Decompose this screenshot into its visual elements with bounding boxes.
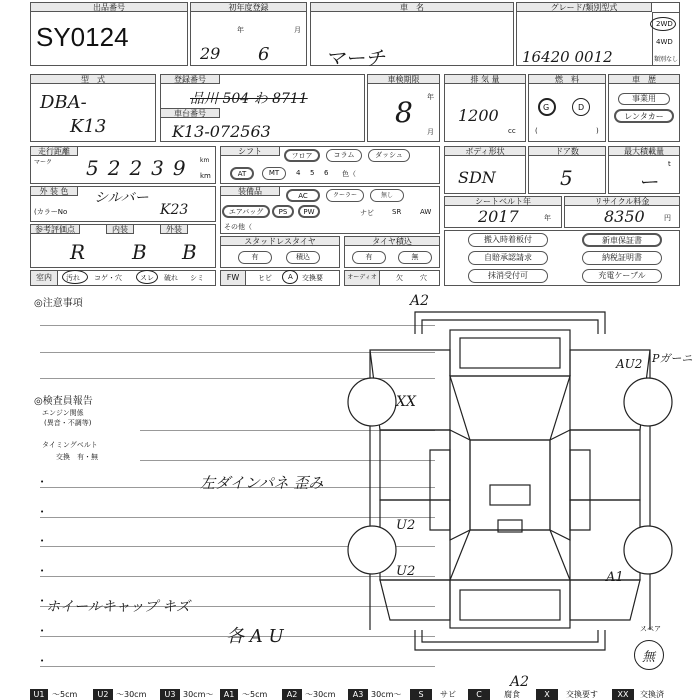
equipment-label: 装備品 [220, 186, 280, 196]
legend-value: 30cm～ [371, 690, 402, 699]
fw-crack: ヒビ [258, 274, 272, 282]
shift-mt: MT [262, 167, 286, 180]
body-type-value: SDN [458, 168, 496, 187]
model-line1: DBA- [40, 92, 87, 113]
room-scuff-circle [136, 270, 158, 284]
studless-yes: 有 [238, 251, 272, 264]
bullet: • [40, 537, 45, 545]
notes-title: ◎注意事項 [34, 298, 83, 309]
seatbelt-value: 2017 [478, 207, 519, 226]
legend-key: A3 [348, 689, 368, 700]
equip-pw: PW [298, 205, 320, 218]
grade-interior: B [132, 240, 147, 264]
reg-year-unit: 年 [237, 26, 244, 34]
legend-value: 腐食 [504, 690, 520, 699]
fuel-paren-left: ( [535, 127, 538, 135]
body-type-label: ボディ形状 [444, 146, 526, 156]
grades-label: 参考評価点 [30, 224, 80, 234]
grade-exterior-label: 外装 [160, 224, 188, 234]
legend-value: 交換済 [640, 690, 664, 699]
stock-id: SY0124 [36, 22, 129, 52]
equip-none: 無し [370, 189, 404, 202]
bullet: • [40, 478, 45, 486]
drive-2wd: 2WD [656, 20, 673, 28]
capacity-label: 最大積載量 [608, 146, 680, 156]
audio-missing: 欠 [396, 274, 403, 282]
mileage-mark: マーク [34, 159, 53, 166]
studless-load: 積込 [286, 251, 320, 264]
doc-5: 納税証明書 [582, 251, 662, 265]
legend-value: ～5cm [242, 690, 268, 699]
reg-label: 初年度登録 [190, 2, 307, 12]
color-code-label: (カラーNo [34, 208, 68, 216]
fw-label: FW [220, 270, 246, 286]
shift-column: コラム [326, 149, 362, 162]
legend-key: A1 [220, 689, 238, 700]
model-label: 型 式 [30, 74, 156, 84]
room-scuff: スレ [140, 274, 154, 282]
room-dirt: 汚れ [66, 274, 80, 282]
diag-u2-mid: U2 [396, 518, 416, 533]
spare-label: スペア [640, 625, 661, 633]
grade-overall: R [70, 240, 86, 264]
regno-value: 品川 504 わ 8711 [190, 91, 308, 107]
usage-business: 事業用 [618, 93, 670, 105]
studless-label: スタッドレスタイヤ [220, 236, 340, 246]
mileage-unit: km [200, 172, 211, 180]
engine-unit: cc [508, 127, 516, 135]
remark-2: ホイールキャップ キズ [46, 599, 190, 615]
shift-gear-5: 5 [310, 169, 315, 177]
fw-a: A [288, 273, 293, 281]
lot-label: 出品番号 [30, 2, 188, 12]
car-diagram [340, 290, 680, 686]
reg-month-unit: 月 [294, 26, 301, 34]
drive-4wd: 4WD [656, 38, 673, 46]
grade-label: グレード/類別型式 [516, 2, 652, 12]
remark-1: 左ダインパネ 歪み [200, 474, 324, 492]
color-value: シルバー [94, 190, 149, 206]
drive-2wd-circle [650, 17, 676, 31]
legend-value: ～5cm [52, 690, 78, 699]
inspection-label: 車検期限 [367, 74, 440, 84]
equip-airbag: エアバッグ [222, 205, 270, 218]
fuel-g-circle [538, 98, 556, 116]
grade-exterior: B [182, 240, 197, 264]
doors-label: ドア数 [528, 146, 606, 156]
bullet: • [40, 657, 45, 665]
legend-key: S [410, 689, 432, 700]
diag-pgarnish: Pガーニ [652, 352, 693, 365]
tire-load-no: 無 [398, 251, 432, 264]
tire-load-yes: 有 [352, 251, 386, 264]
remark-3: 各 A U [226, 626, 284, 647]
legend-key: A2 [282, 689, 302, 700]
doc-2: 自賠承認請求 [468, 251, 548, 265]
legend-key: U2 [93, 689, 113, 700]
legend-key: X [536, 689, 558, 700]
recycle-value: 8350 [604, 207, 645, 226]
inspection-year-unit: 年 [427, 93, 434, 101]
engine-label: 排 気 量 [444, 74, 526, 84]
legend-key: C [468, 689, 490, 700]
reg-month: 6 [258, 44, 270, 65]
bullet: • [40, 508, 45, 516]
recycle-unit: 円 [664, 214, 671, 222]
legend-value: 交換要す [566, 690, 598, 699]
usage-rental: レンタカー [614, 109, 674, 123]
mileage-note: km [200, 157, 210, 164]
reg-year: 29 [200, 44, 221, 63]
legend-key: XX [612, 689, 634, 700]
diag-a2-bottom: A2 [510, 674, 530, 690]
fuel-d: D [578, 103, 585, 112]
shift-dash: ダッシュ [368, 149, 410, 162]
diag-a1: A1 [606, 570, 624, 585]
diag-xx: XX [396, 394, 416, 410]
shift-floor: フロア [284, 149, 320, 162]
inspection-value: 8 [395, 96, 413, 129]
shift-color: 色（ [342, 170, 356, 178]
model-line2: K13 [70, 116, 107, 137]
equip-ps: PS [272, 205, 294, 218]
engine-value: 1200 [458, 106, 499, 125]
shift-gear-4: 4 [296, 169, 301, 177]
grade-interior-label: 内装 [106, 224, 134, 234]
legend-value: ～30cm [116, 690, 147, 699]
fuel-label: 燃 料 [528, 74, 606, 84]
audio-hole: 穴 [420, 274, 427, 282]
inspection-month-unit: 月 [427, 128, 434, 136]
doc-4: 新車保証書 [582, 233, 662, 247]
room-tear: 破れ [164, 274, 178, 282]
shift-label: シフト [220, 146, 280, 156]
inspector-engine-label: エンジン関係 [42, 409, 84, 417]
equip-navi: ナビ [360, 209, 374, 217]
diag-au2: AU2 [616, 357, 643, 371]
fw-a-circle [282, 270, 298, 284]
equip-other: その他（ [224, 223, 252, 231]
legend-key: U3 [160, 689, 180, 700]
capacity-unit: t [668, 160, 671, 168]
room-burn: コゲ・穴 [94, 274, 122, 282]
doc-3: 抹消受付可 [468, 269, 548, 283]
doc-1: 搬入時着板付 [468, 233, 548, 247]
bullet: • [40, 567, 45, 575]
legend-value: サビ [440, 690, 456, 699]
usage-label: 車 歴 [608, 74, 680, 84]
seatbelt-unit: 年 [544, 214, 551, 222]
inspector-timing-value: 交換 有・無 [56, 453, 98, 461]
legend-value: 30cm～ [183, 690, 214, 699]
fuel-paren-right: ) [596, 127, 599, 135]
equip-aw: AW [420, 208, 432, 216]
color-code: K23 [160, 202, 189, 218]
equip-sr: SR [392, 208, 402, 216]
doors-value: 5 [560, 166, 573, 190]
shift-gear-6: 6 [324, 169, 329, 177]
room-label: 室内 [30, 270, 58, 286]
inspector-title: ◎検査員報告 [34, 396, 93, 407]
room-stain: シミ [190, 274, 204, 282]
equip-cooler: クーラー [326, 189, 364, 202]
shift-at: AT [230, 167, 254, 180]
diag-a2-top: A2 [410, 293, 430, 309]
inspector-timing-label: タイミングベルト [42, 441, 98, 449]
equip-ac: AC [286, 189, 320, 202]
legend-value: ～30cm [305, 690, 336, 699]
room-dirt-circle [62, 270, 88, 284]
name-label: 車 名 [310, 2, 514, 12]
capacity-value: ー [638, 170, 658, 194]
chassis-label: 車台番号 [160, 108, 220, 118]
legend-key: U1 [30, 689, 48, 700]
mileage-label: 走行距離 [30, 146, 78, 156]
chassis-value: K13-072563 [172, 122, 271, 141]
spare-value: 無 [642, 650, 656, 665]
seatbelt-label: シートベルト年 [444, 196, 562, 206]
audio-label: オーディオ [344, 270, 380, 286]
recycle-label: リサイクル料金 [564, 196, 680, 206]
grade-value: 16420 0012 [522, 48, 613, 66]
mileage-value: 52239 [86, 156, 195, 180]
fuel-d-circle [572, 98, 590, 116]
inspector-engine-sub: (異音・不調等) [44, 419, 92, 427]
color-label: 外 装 色 [30, 186, 78, 196]
drive-other: 類別なし [654, 56, 679, 63]
bullet: • [40, 597, 45, 605]
doc-6: 充電ケーブル [582, 269, 662, 283]
bullet: • [40, 627, 45, 635]
fw-replace: 交換要 [302, 274, 323, 282]
tire-load-label: タイヤ積込 [344, 236, 440, 246]
fuel-g: G [543, 103, 550, 112]
regno-label: 登録番号 [160, 74, 220, 84]
diag-u2-low: U2 [396, 564, 416, 579]
car-name: マーチ [325, 46, 385, 70]
